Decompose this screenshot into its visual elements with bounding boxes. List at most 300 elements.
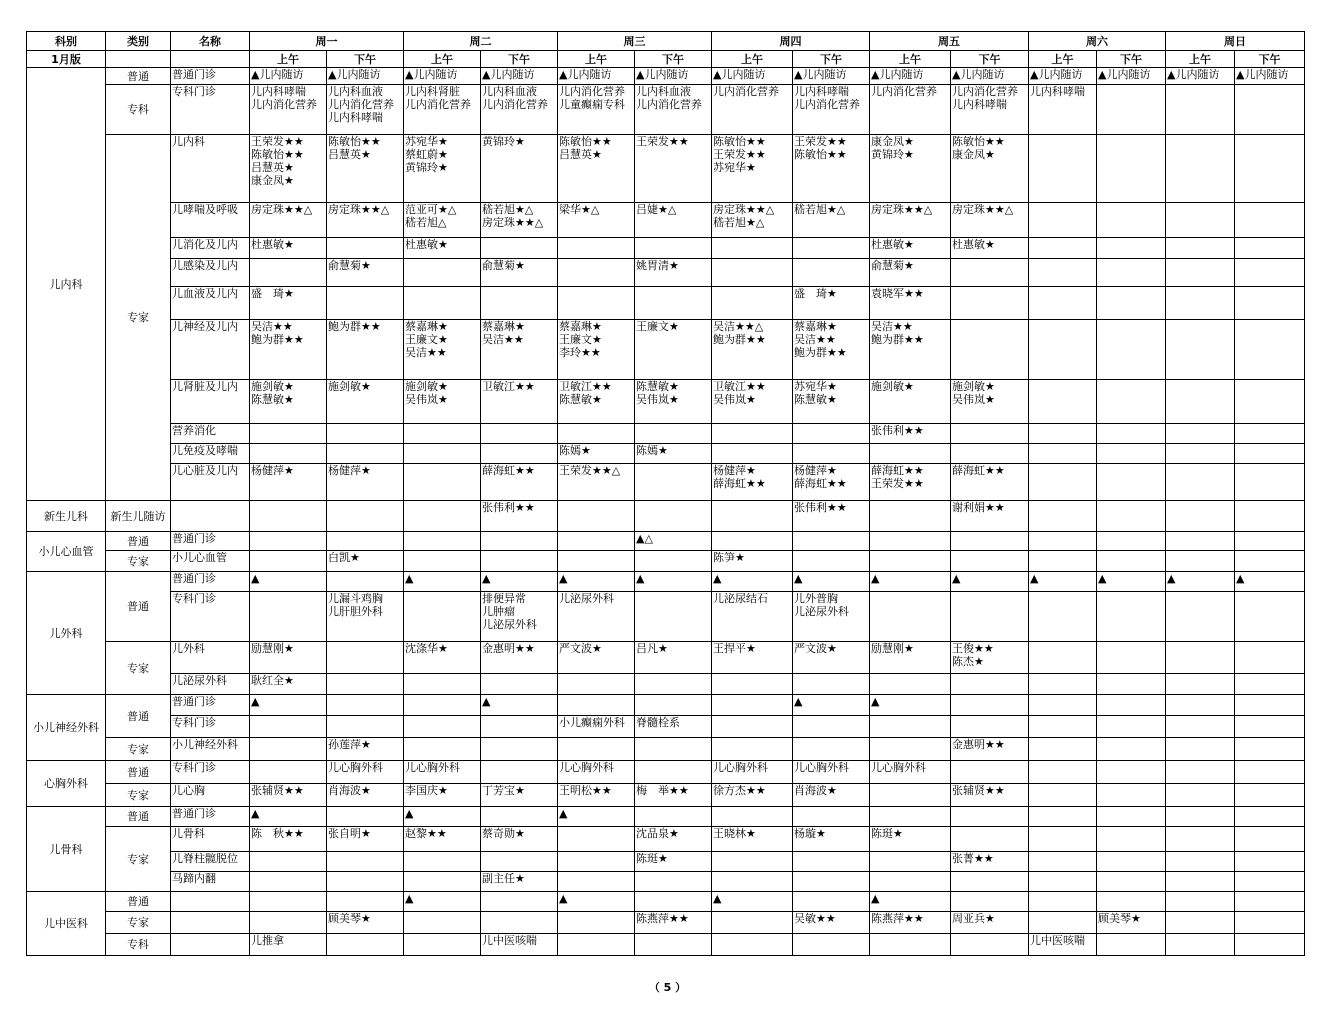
schedule-slot: 苏宛华★ 陈慧敏★ xyxy=(793,380,870,424)
schedule-slot xyxy=(870,784,951,807)
header-row-halfdays xyxy=(27,51,1305,68)
schedule-slot xyxy=(870,551,951,572)
schedule-row xyxy=(27,827,1305,852)
schedule-slot xyxy=(250,532,327,551)
schedule-slot xyxy=(1029,716,1097,738)
schedule-slot xyxy=(951,695,1029,716)
schedule-slot: 王捍平★ xyxy=(712,642,793,674)
clinic-name-cell: 儿消化及儿内 xyxy=(171,238,250,259)
schedule-row xyxy=(27,320,1305,380)
schedule-slot: 薛海虹★★ xyxy=(481,464,558,501)
schedule-slot: ▲ xyxy=(951,572,1029,592)
schedule-slot xyxy=(1029,761,1097,784)
schedule-slot: ▲ xyxy=(635,572,712,592)
schedule-slot: 小儿癫痫外科 xyxy=(558,716,635,738)
schedule-slot xyxy=(712,674,793,695)
schedule-slot xyxy=(558,287,635,320)
schedule-slot xyxy=(1029,320,1097,380)
schedule-row xyxy=(27,784,1305,807)
schedule-slot: ▲ xyxy=(250,572,327,592)
schedule-slot xyxy=(327,532,404,551)
schedule-slot: 黄锦玲★ xyxy=(481,135,558,203)
category-cell: 专家 xyxy=(106,738,171,761)
schedule-slot: 儿中医咳喘 xyxy=(481,934,558,956)
schedule-slot: 肖海波★ xyxy=(793,784,870,807)
schedule-slot xyxy=(558,674,635,695)
schedule-slot xyxy=(793,852,870,872)
schedule-slot: 杜惠敏★ xyxy=(870,238,951,259)
schedule-slot xyxy=(712,532,793,551)
schedule-slot xyxy=(1166,695,1235,716)
schedule-slot: 儿心胸外科 xyxy=(327,761,404,784)
category-cell: 普通 xyxy=(106,572,171,642)
schedule-slot xyxy=(327,287,404,320)
schedule-slot xyxy=(1166,716,1235,738)
schedule-slot: 陈敏怡★★ 吕慧英★ xyxy=(327,135,404,203)
schedule-slot: ▲ xyxy=(404,807,481,827)
schedule-slot: ▲ xyxy=(870,572,951,592)
schedule-slot xyxy=(327,695,404,716)
schedule-slot: ▲儿内随访 xyxy=(327,68,404,85)
schedule-slot xyxy=(1235,892,1305,912)
schedule-slot xyxy=(1029,695,1097,716)
schedule-slot xyxy=(951,892,1029,912)
schedule-slot xyxy=(951,872,1029,892)
schedule-slot: 姚胃清★ xyxy=(635,259,712,287)
schedule-slot: 蔡嘉琳★ 吴洁★★ 鲍为群★★ xyxy=(793,320,870,380)
schedule-slot xyxy=(1235,532,1305,551)
schedule-slot xyxy=(635,592,712,642)
schedule-slot xyxy=(712,716,793,738)
schedule-slot xyxy=(404,551,481,572)
schedule-slot xyxy=(1235,424,1305,444)
schedule-slot xyxy=(1097,551,1166,572)
schedule-slot xyxy=(250,872,327,892)
pm-header: 下午 xyxy=(1235,51,1305,68)
schedule-slot: 严文波★ xyxy=(558,642,635,674)
department-cell: 小儿心血管 xyxy=(27,532,106,572)
category-cell: 专科 xyxy=(106,934,171,956)
schedule-slot: 卫敏江★★ 吴伟岚★ xyxy=(712,380,793,424)
schedule-slot: 梅 举★★ xyxy=(635,784,712,807)
schedule-slot: 杜惠敏★ xyxy=(951,238,1029,259)
schedule-slot xyxy=(712,424,793,444)
schedule-slot xyxy=(635,551,712,572)
schedule-slot: 房定珠★★△ xyxy=(870,203,951,238)
schedule-slot: 俞慧菊★ xyxy=(870,259,951,287)
clinic-name-cell: 普通门诊 xyxy=(171,695,250,716)
schedule-slot: 脊髓栓系 xyxy=(635,716,712,738)
schedule-slot xyxy=(793,807,870,827)
schedule-slot: 副主任★ xyxy=(481,872,558,892)
schedule-slot xyxy=(793,716,870,738)
schedule-slot xyxy=(250,912,327,934)
schedule-slot xyxy=(1166,320,1235,380)
schedule-slot xyxy=(635,892,712,912)
schedule-slot: 陈燕萍★★ xyxy=(635,912,712,934)
schedule-slot xyxy=(327,238,404,259)
schedule-slot: 施剑敏★ 吴伟岚★ xyxy=(951,380,1029,424)
schedule-slot xyxy=(1235,784,1305,807)
schedule-slot: 儿内科血液 儿内消化营养 儿内科哮喘 xyxy=(327,85,404,135)
schedule-slot xyxy=(712,501,793,532)
schedule-slot: 张自明★ xyxy=(327,827,404,852)
schedule-slot xyxy=(1097,532,1166,551)
schedule-slot xyxy=(635,872,712,892)
schedule-slot xyxy=(1029,592,1097,642)
schedule-slot xyxy=(1097,738,1166,761)
schedule-slot xyxy=(793,444,870,464)
schedule-slot xyxy=(1166,287,1235,320)
schedule-slot xyxy=(1097,784,1166,807)
schedule-slot xyxy=(481,424,558,444)
schedule-slot xyxy=(404,872,481,892)
schedule-slot xyxy=(481,761,558,784)
schedule-slot xyxy=(1235,203,1305,238)
schedule-slot: 儿推拿 xyxy=(250,934,327,956)
schedule-slot xyxy=(404,287,481,320)
schedule-slot: 赵黎★★ xyxy=(404,827,481,852)
clinic-name-cell: 专科门诊 xyxy=(171,592,250,642)
clinic-name-cell: 儿神经及儿内 xyxy=(171,320,250,380)
schedule-slot xyxy=(870,852,951,872)
schedule-slot xyxy=(1166,259,1235,287)
edition-label: 1月版 xyxy=(27,51,106,68)
clinic-name-cell: 营养消化 xyxy=(171,424,250,444)
schedule-slot xyxy=(1097,761,1166,784)
schedule-slot: 俞慧菊★ xyxy=(327,259,404,287)
am-header: 上午 xyxy=(712,51,793,68)
name-column-header: 名称 xyxy=(171,32,250,51)
schedule-slot xyxy=(1029,807,1097,827)
schedule-slot xyxy=(404,424,481,444)
clinic-name-cell: 儿脊柱髋脱位 xyxy=(171,852,250,872)
schedule-slot: 蔡嘉琳★ 吴洁★★ xyxy=(481,320,558,380)
schedule-slot: 儿内科血液 儿内消化营养 xyxy=(635,85,712,135)
schedule-slot: ▲ xyxy=(870,892,951,912)
schedule-slot xyxy=(951,551,1029,572)
schedule-slot: 嵇若旭★△ 房定珠★★△ xyxy=(481,203,558,238)
schedule-slot xyxy=(635,738,712,761)
schedule-slot xyxy=(951,716,1029,738)
schedule-slot: ▲ xyxy=(1097,572,1166,592)
schedule-slot: 陈珽★ xyxy=(635,852,712,872)
schedule-slot xyxy=(1097,674,1166,695)
schedule-slot xyxy=(250,501,327,532)
schedule-slot: 王晓林★ xyxy=(712,827,793,852)
schedule-slot: 嵇若旭★△ xyxy=(793,203,870,238)
schedule-slot xyxy=(1029,551,1097,572)
schedule-row xyxy=(27,259,1305,287)
schedule-slot xyxy=(558,852,635,872)
am-header: 上午 xyxy=(870,51,951,68)
schedule-slot xyxy=(404,592,481,642)
schedule-slot xyxy=(1029,424,1097,444)
schedule-slot xyxy=(327,501,404,532)
schedule-row xyxy=(27,912,1305,934)
schedule-slot xyxy=(404,674,481,695)
schedule-slot: 金惠明★★ xyxy=(951,738,1029,761)
schedule-slot xyxy=(870,807,951,827)
schedule-slot xyxy=(250,424,327,444)
clinic-name-cell: 小儿神经外科 xyxy=(171,738,250,761)
schedule-slot xyxy=(1235,695,1305,716)
schedule-slot xyxy=(1097,424,1166,444)
schedule-slot: 儿内消化营养 儿童癫痫专科 xyxy=(558,85,635,135)
schedule-slot xyxy=(1166,912,1235,934)
schedule-slot xyxy=(481,716,558,738)
schedule-slot: 沈品泉★ xyxy=(635,827,712,852)
schedule-slot: 陈慧敏★ 吴伟岚★ xyxy=(635,380,712,424)
schedule-slot: 耿红全★ xyxy=(250,674,327,695)
schedule-slot xyxy=(1029,464,1097,501)
schedule-slot xyxy=(1097,464,1166,501)
schedule-slot xyxy=(1235,934,1305,956)
schedule-slot: ▲儿内随访 xyxy=(793,68,870,85)
schedule-slot xyxy=(951,592,1029,642)
schedule-slot xyxy=(870,501,951,532)
clinic-name-cell: 儿内科 xyxy=(171,135,250,203)
schedule-slot: 蔡嘉琳★ 王廉文★ 吴洁★★ xyxy=(404,320,481,380)
schedule-slot: 张伟利★★ xyxy=(870,424,951,444)
schedule-slot xyxy=(481,551,558,572)
day-header: 周三 xyxy=(558,32,712,51)
schedule-slot: 施剑敏★ xyxy=(327,380,404,424)
schedule-slot xyxy=(250,738,327,761)
schedule-slot: 陈嫣★ xyxy=(635,444,712,464)
schedule-slot xyxy=(1097,592,1166,642)
am-header: 上午 xyxy=(1029,51,1097,68)
schedule-slot: 丁芳宝★ xyxy=(481,784,558,807)
schedule-slot xyxy=(1235,852,1305,872)
schedule-slot xyxy=(404,934,481,956)
page-number: （ 5 ） xyxy=(648,981,687,994)
schedule-slot: 儿心胸外科 xyxy=(870,761,951,784)
schedule-slot xyxy=(1029,852,1097,872)
schedule-slot xyxy=(1235,674,1305,695)
schedule-slot xyxy=(635,464,712,501)
category-cell: 新生儿随访 xyxy=(106,501,171,532)
schedule-slot: 张辅贤★★ xyxy=(250,784,327,807)
category-cell: 专家 xyxy=(106,551,171,572)
schedule-row xyxy=(27,444,1305,464)
schedule-slot xyxy=(1097,934,1166,956)
category-cell: 普通 xyxy=(106,532,171,551)
schedule-slot xyxy=(558,259,635,287)
schedule-slot: 儿漏斗鸡胸 儿肝胆外科 xyxy=(327,592,404,642)
schedule-slot xyxy=(1166,738,1235,761)
schedule-slot xyxy=(951,934,1029,956)
schedule-slot: 范亚可★△ 嵇若旭△ xyxy=(404,203,481,238)
schedule-slot xyxy=(1166,827,1235,852)
schedule-slot xyxy=(712,287,793,320)
schedule-slot xyxy=(558,827,635,852)
schedule-slot: 王荣发★★△ xyxy=(558,464,635,501)
schedule-slot: 吴洁★★ 鲍为群★★ xyxy=(870,320,951,380)
schedule-slot xyxy=(1029,532,1097,551)
schedule-slot xyxy=(250,716,327,738)
schedule-slot: 房定珠★★△ xyxy=(327,203,404,238)
clinic-name-cell: 儿感染及儿内 xyxy=(171,259,250,287)
schedule-slot: 儿心胸外科 xyxy=(712,761,793,784)
schedule-slot xyxy=(870,532,951,551)
department-cell: 儿中医科 xyxy=(27,892,106,956)
schedule-slot xyxy=(1097,287,1166,320)
schedule-slot: 盛 琦★ xyxy=(250,287,327,320)
schedule-slot: 孙莲萍★ xyxy=(327,738,404,761)
schedule-slot: 盛 琦★ xyxy=(793,287,870,320)
schedule-slot xyxy=(327,852,404,872)
schedule-slot xyxy=(1029,444,1097,464)
clinic-name-cell: 儿血液及儿内 xyxy=(171,287,250,320)
category-cell: 普通 xyxy=(106,807,171,827)
clinic-schedule-table xyxy=(26,31,1305,956)
schedule-slot: 排便异常 儿肿瘤 儿泌尿外科 xyxy=(481,592,558,642)
schedule-slot xyxy=(558,501,635,532)
schedule-slot: ▲儿内随访 xyxy=(404,68,481,85)
schedule-slot xyxy=(1029,738,1097,761)
schedule-slot xyxy=(1166,424,1235,444)
schedule-slot xyxy=(1166,203,1235,238)
schedule-slot xyxy=(481,807,558,827)
schedule-slot xyxy=(635,695,712,716)
schedule-row xyxy=(27,592,1305,642)
schedule-slot xyxy=(1097,501,1166,532)
schedule-slot: ▲儿内随访 xyxy=(635,68,712,85)
schedule-slot xyxy=(635,238,712,259)
schedule-slot: 俞慧菊★ xyxy=(481,259,558,287)
schedule-slot xyxy=(870,674,951,695)
schedule-slot: 卫敏江★★ 陈慧敏★ xyxy=(558,380,635,424)
category-cell: 专家 xyxy=(106,135,171,501)
schedule-slot xyxy=(1235,827,1305,852)
schedule-slot: 蔡嘉琳★ 王廉文★ 李玲★★ xyxy=(558,320,635,380)
schedule-slot xyxy=(951,424,1029,444)
schedule-slot xyxy=(712,872,793,892)
schedule-slot xyxy=(327,572,404,592)
schedule-slot xyxy=(558,695,635,716)
schedule-slot: 苏宛华★ 蔡虹蔚★ 黄锦玲★ xyxy=(404,135,481,203)
schedule-row xyxy=(27,872,1305,892)
schedule-row xyxy=(27,424,1305,444)
schedule-slot xyxy=(1235,872,1305,892)
day-header: 周四 xyxy=(712,32,870,51)
schedule-slot xyxy=(1166,852,1235,872)
schedule-slot xyxy=(1097,892,1166,912)
schedule-slot: ▲儿内随访 xyxy=(481,68,558,85)
schedule-slot xyxy=(481,238,558,259)
schedule-slot: 王廉文★ xyxy=(635,320,712,380)
schedule-slot: ▲ xyxy=(558,807,635,827)
schedule-slot xyxy=(1166,532,1235,551)
schedule-slot: 陈敏怡★★ 王荣发★★ 苏宛华★ xyxy=(712,135,793,203)
schedule-slot: 徐方杰★★ xyxy=(712,784,793,807)
schedule-row xyxy=(27,852,1305,872)
schedule-slot: 陈嫣★ xyxy=(558,444,635,464)
clinic-name-cell: 专科门诊 xyxy=(171,716,250,738)
schedule-slot xyxy=(404,695,481,716)
schedule-slot: 杜惠敏★ xyxy=(404,238,481,259)
schedule-slot xyxy=(1097,238,1166,259)
schedule-slot: 陈敏怡★★ 吕慧英★ xyxy=(558,135,635,203)
schedule-slot xyxy=(558,238,635,259)
schedule-slot: 张伟利★★ xyxy=(793,501,870,532)
type-column-header: 类别 xyxy=(106,32,171,51)
schedule-row xyxy=(27,807,1305,827)
schedule-slot: 梁华★△ xyxy=(558,203,635,238)
schedule-slot: ▲儿内随访 xyxy=(558,68,635,85)
category-cell: 普通 xyxy=(106,68,171,85)
schedule-slot xyxy=(1029,287,1097,320)
schedule-slot xyxy=(793,738,870,761)
department-cell: 儿骨科 xyxy=(27,807,106,892)
schedule-slot xyxy=(481,912,558,934)
clinic-name-cell: 儿泌尿外科 xyxy=(171,674,250,695)
pm-header: 下午 xyxy=(327,51,404,68)
schedule-slot: 陈笋★ xyxy=(712,551,793,572)
schedule-slot: 杨健萍★ xyxy=(327,464,404,501)
schedule-slot: 周亚兵★ xyxy=(951,912,1029,934)
schedule-slot: 施剑敏★ 陈慧敏★ xyxy=(250,380,327,424)
clinic-name-cell: 普通门诊 xyxy=(171,68,250,85)
schedule-slot xyxy=(1235,738,1305,761)
schedule-slot: 儿心胸外科 xyxy=(404,761,481,784)
schedule-slot xyxy=(481,892,558,912)
schedule-slot xyxy=(404,501,481,532)
schedule-slot xyxy=(1097,827,1166,852)
schedule-slot xyxy=(558,872,635,892)
dept-column-header: 科别 xyxy=(27,32,106,51)
schedule-slot: 儿内消化营养 xyxy=(870,85,951,135)
clinic-name-cell: 儿哮喘及呼吸 xyxy=(171,203,250,238)
schedule-row xyxy=(27,135,1305,203)
schedule-slot xyxy=(327,807,404,827)
schedule-slot xyxy=(1166,238,1235,259)
schedule-slot: 儿内科哮喘 儿内消化营养 xyxy=(250,85,327,135)
schedule-slot xyxy=(1029,784,1097,807)
schedule-slot xyxy=(481,738,558,761)
schedule-slot xyxy=(1235,716,1305,738)
schedule-slot: 吴洁★★ 鲍为群★★ xyxy=(250,320,327,380)
schedule-row xyxy=(27,674,1305,695)
schedule-slot xyxy=(404,259,481,287)
clinic-name-cell: 儿心胸 xyxy=(171,784,250,807)
schedule-slot xyxy=(951,827,1029,852)
schedule-row xyxy=(27,501,1305,532)
schedule-slot xyxy=(327,444,404,464)
schedule-slot: 白凯★ xyxy=(327,551,404,572)
schedule-slot: 儿内科哮喘 xyxy=(1029,85,1097,135)
pm-header: 下午 xyxy=(951,51,1029,68)
schedule-slot xyxy=(1097,85,1166,135)
schedule-slot xyxy=(712,738,793,761)
schedule-slot: ▲ xyxy=(712,572,793,592)
schedule-slot xyxy=(1097,259,1166,287)
schedule-slot: 励慧刚★ xyxy=(250,642,327,674)
clinic-name-cell: 小儿心血管 xyxy=(171,551,250,572)
schedule-slot xyxy=(1166,135,1235,203)
schedule-slot xyxy=(635,424,712,444)
schedule-slot xyxy=(712,807,793,827)
schedule-slot xyxy=(1235,85,1305,135)
am-header: 上午 xyxy=(558,51,635,68)
schedule-slot: 薛海虹★★ xyxy=(951,464,1029,501)
schedule-slot xyxy=(1166,642,1235,674)
schedule-slot: ▲儿内随访 xyxy=(712,68,793,85)
schedule-slot xyxy=(250,259,327,287)
schedule-slot xyxy=(1097,642,1166,674)
schedule-row xyxy=(27,238,1305,259)
